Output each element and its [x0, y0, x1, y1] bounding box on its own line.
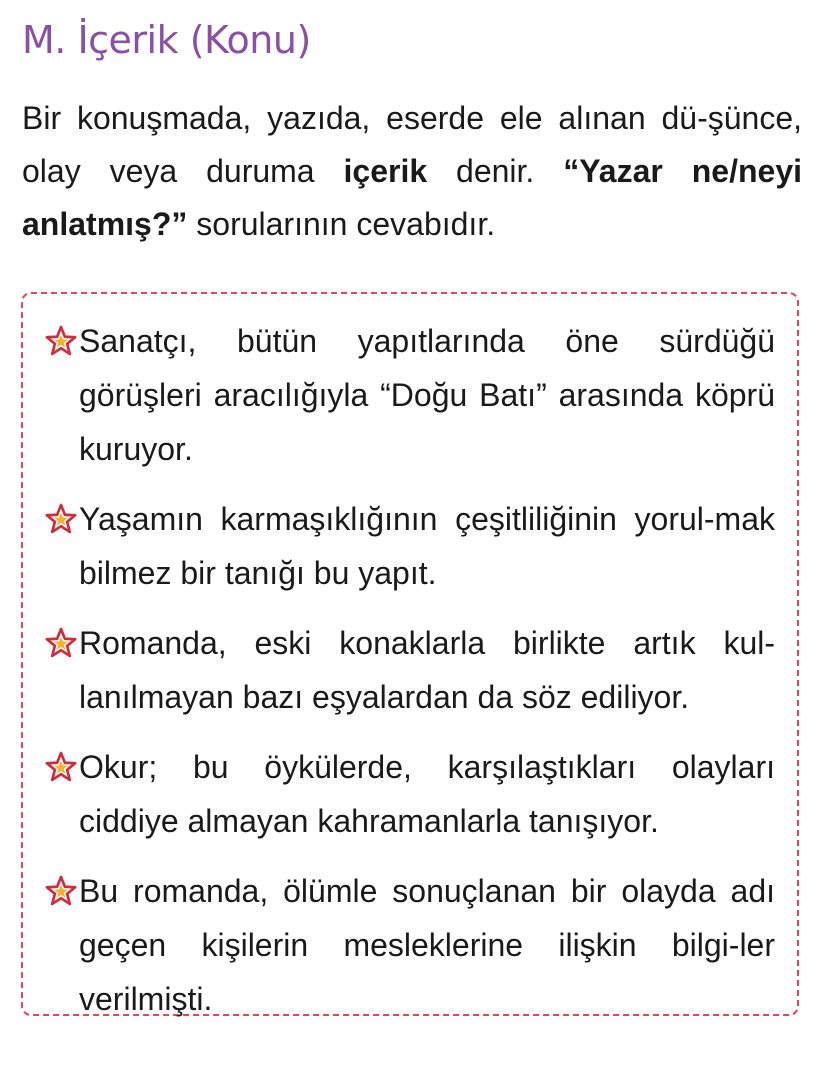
star-icon: [43, 314, 79, 368]
intro-bold-question: “Yazar ne/neyi anlatmış?”: [22, 153, 803, 242]
star-icon: [43, 740, 79, 794]
star-icon: [43, 864, 79, 918]
intro-text-2: denir.: [427, 153, 564, 189]
example-text: Bu romanda, ölümle sonuçlanan bir olayda adı geçen kişilerin mesleklerine ilişkin bilgi-ler verilmişti.: [79, 873, 775, 1017]
star-icon: [43, 616, 79, 670]
intro-text-3: sorularının cevabıdır.: [187, 206, 496, 242]
star-icon: [43, 492, 79, 546]
intro-paragraph: [22, 92, 802, 251]
example-text: Romanda, eski konaklarla birlikte artık kul-lanılmayan bazı eşyalardan da söz ediliyor.: [79, 625, 775, 715]
example-text: Okur; bu öykülerde, karşılaştıkları olayları ciddiye almayan kahramanlarla tanışıyor.: [79, 749, 775, 839]
section-heading: M. İçerik (Konu): [22, 18, 311, 62]
example-text: Sanatçı, bütün yapıtlarında öne sürdüğü görüşleri aracılığıyla “Doğu Batı” arasında köprü kuruyor.: [79, 323, 775, 467]
example-item: [43, 616, 775, 724]
example-item: [43, 864, 775, 1026]
examples-box: [21, 292, 799, 1016]
intro-bold-term: içerik: [343, 153, 428, 189]
intro-text-1: Bir konuşmada, yazıda, eserde ele alınan dü-şünce, olay veya duruma: [22, 100, 802, 189]
example-item: [43, 740, 775, 848]
example-text: Yaşamın karmaşıklığının çeşitliliğinin yorul-mak bilmez bir tanığı bu yapıt.: [79, 501, 775, 591]
example-item: [43, 314, 775, 476]
example-item: [43, 492, 775, 600]
